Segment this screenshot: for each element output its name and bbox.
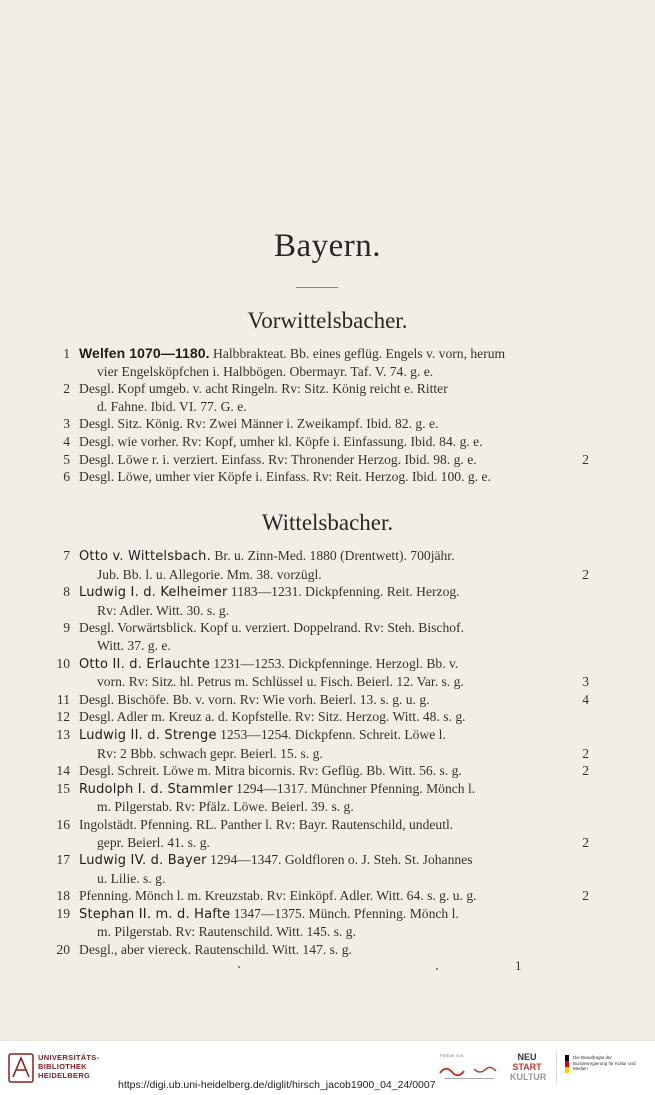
entry-line	[0, 363, 655, 381]
catalog-entry	[0, 415, 655, 433]
catalog-entry	[0, 887, 655, 905]
entry-text: 1231—1253. Dickpfenninge. Herzogl. Bb. v.	[210, 655, 459, 671]
entry-text: 1347—1375. Münch. Pfenning. Mönch l.	[230, 905, 459, 921]
entry-price: 2	[582, 834, 589, 850]
entry-number: 19	[56, 905, 70, 921]
entry-text: Jub. Bb. l. u. Allegorie. Mm. 38. vorzügl.	[97, 566, 322, 582]
entry-number: 3	[63, 416, 70, 432]
page-number: 1	[515, 958, 522, 973]
entry-text: gepr. Beierl. 41. s. g.	[97, 834, 210, 850]
catalog-entry	[0, 451, 655, 469]
catalog-entry	[0, 726, 655, 762]
ruler-name: Otto v. Wittelsbach.	[79, 549, 211, 564]
entry-line	[0, 708, 655, 726]
entry-text: 1253—1254. Dickpfenn. Schreit. Löwe l.	[216, 726, 446, 742]
entry-number: 6	[63, 469, 70, 485]
entry-price: 2	[582, 451, 589, 467]
entry-text: Desgl. Adler m. Kreuz a. d. Kopfstelle. Rv: Sitz. Herzog. Witt. 48. s. g.	[79, 709, 466, 725]
entry-text: Ingolstädt. Pfenning. RL. Panther l. Rv: Bayr. Rautenschild, undeutl.	[79, 816, 454, 832]
entry-number: 9	[63, 620, 70, 636]
entry-text: Desgl. Schreit. Löwe m. Mitra bicornis. Rv: Geflüg. Bb. Witt. 56. s. g.	[79, 763, 462, 779]
catalog-entry	[0, 345, 655, 380]
catalog-entry	[0, 851, 655, 887]
entry-number: 20	[56, 942, 70, 958]
partner-logo-icon	[438, 1061, 500, 1083]
german-flag-icon	[565, 1055, 569, 1073]
entry-text: Desgl. Löwe r. i. verziert. Einfass. Rv: Thronender Herzog. Ibid. 98. g. e.	[79, 451, 477, 467]
entry-list-wittelsbacher	[0, 547, 655, 959]
entry-number: 14	[56, 763, 70, 779]
catalog-entry	[0, 468, 655, 486]
entry-number: 15	[56, 780, 70, 796]
entry-number: 16	[56, 816, 70, 832]
entry-price: 3	[582, 674, 589, 690]
ruler-name: Ludwig IV. d. Bayer	[79, 853, 207, 869]
entry-text: Br. u. Zinn-Med. 1880 (Drentwett). 700jähr.	[210, 548, 455, 563]
entry-line	[0, 655, 655, 674]
catalog-entry	[0, 691, 655, 709]
entry-text: Desgl. Sitz. König. Rv: Zwei Männer i. Zweikampf. Ibid. 82. g. e.	[79, 416, 439, 432]
catalog-entry	[0, 816, 655, 851]
entry-line	[0, 762, 655, 780]
entry-text: Desgl. Vorwärtsblick. Kopf u. verziert. Doppelrand. Rv: Steh. Bischof.	[79, 620, 464, 636]
speck-mark	[436, 968, 438, 970]
entry-line	[0, 887, 655, 905]
entry-number: 5	[63, 451, 70, 467]
entry-number: 11	[56, 691, 70, 707]
speck-mark	[238, 966, 240, 968]
title-rule	[296, 287, 338, 288]
entry-line	[0, 566, 655, 584]
entry-line	[0, 398, 655, 416]
entry-line	[0, 780, 655, 799]
entry-line	[0, 905, 655, 924]
entry-number: 17	[56, 852, 70, 868]
entry-price: 4	[582, 691, 589, 707]
ruler-name: Welfen 1070—1180.	[79, 345, 210, 361]
ruler-name: Ludwig I. d. Kelheimer	[79, 585, 228, 601]
entry-text: Rv: Adler. Witt. 30. s. g.	[97, 602, 230, 618]
entry-line	[0, 468, 655, 486]
entry-number: 8	[63, 584, 70, 600]
entry-text: Pfenning. Mönch l. m. Kreuzstab. Rv: Einköpf. Adler. Witt. 64. s. g. u. g.	[79, 888, 477, 904]
ruler-name: Ludwig II. d. Strenge	[79, 727, 217, 743]
catalog-entry	[0, 780, 655, 816]
entry-number: 13	[56, 726, 70, 742]
entry-price: 2	[582, 745, 589, 761]
catalog-entry	[0, 619, 655, 654]
entry-line	[0, 345, 655, 363]
source-url-link[interactable]: https://digi.ub.uni-heidelberg.de/diglit/hirsch_jacob1900_04_24/0007	[118, 1079, 436, 1091]
entry-text: d. Fahne. Ibid. VI. 77. G. e.	[97, 398, 247, 414]
section-heading-wittelsbacher: Wittelsbacher.	[261, 510, 394, 535]
entry-text: Desgl. Löwe, umher vier Köpfe i. Einfass. Rv: Reit. Herzog. Ibid. 100. g. e.	[79, 469, 491, 485]
catalog-entry	[0, 762, 655, 780]
entry-line	[0, 583, 655, 602]
library-name: UNIVERSITÄTS- BIBLIOTHEK HEIDELBERG	[38, 1053, 100, 1080]
entry-price: 2	[582, 888, 589, 904]
entry-line	[0, 691, 655, 709]
entry-number: 4	[63, 433, 70, 449]
bkm-logo: Die Beauftragte der Bundesregierung für Kultur und Medien	[556, 1051, 647, 1085]
entry-text: vorn. Rv: Sitz. hl. Petrus m. Schlüssel u. Fisch. Beierl. 12. Var. s. g.	[97, 674, 464, 690]
entry-text: u. Lilie. s. g.	[97, 870, 166, 886]
entry-text: Desgl., aber viereck. Rautenschild. Witt. 147. s. g.	[79, 942, 352, 958]
catalog-entry	[0, 905, 655, 941]
entry-text: 1294—1317. Münchner Pfenning. Mönch l.	[232, 780, 476, 796]
page-title: Bayern.	[273, 228, 382, 264]
catalog-entry	[0, 380, 655, 415]
entry-text: Rv: 2 Bbb. schwach gepr. Beierl. 15. s. g.	[97, 745, 323, 761]
entry-text: 1183—1231. Dickpfenning. Reit. Herzog.	[227, 584, 460, 600]
entry-text: Desgl. Kopf umgeb. v. acht Ringeln. Rv: Sitz. König reicht e. Ritter	[79, 381, 448, 397]
university-seal-icon	[8, 1053, 34, 1083]
entry-line	[0, 547, 655, 566]
entry-text: m. Pilgerstab. Rv: Rautenschild. Witt. 145. s. g.	[97, 924, 356, 940]
catalog-entry	[0, 708, 655, 726]
entry-price: 2	[582, 763, 589, 779]
entry-number: 18	[56, 888, 70, 904]
catalog-entry	[0, 547, 655, 583]
entry-line	[0, 433, 655, 451]
entry-price: 2	[582, 566, 589, 582]
entry-number: 7	[63, 548, 70, 563]
entry-line	[0, 637, 655, 655]
entry-line	[0, 851, 655, 870]
entry-line	[0, 923, 655, 941]
entry-number: 2	[63, 381, 70, 397]
entry-text: m. Pilgerstab. Rv: Pfälz. Löwe. Beierl. 39. s. g.	[97, 799, 354, 815]
section-heading-vorwittelsbacher: Vorwittelsbacher.	[247, 308, 408, 333]
entry-text: 1294—1347. Goldfloren o. J. Steh. St. Johannes	[206, 852, 473, 868]
ruler-name: Otto II. d. Erlauchte	[79, 656, 211, 672]
entry-line	[0, 798, 655, 816]
entry-line	[0, 602, 655, 620]
entry-text: Desgl. wie vorher. Rv: Kopf, umher kl. Köpfe i. Einfassung. Ibid. 84. g. e.	[79, 433, 483, 449]
entry-line	[0, 745, 655, 763]
entry-line	[0, 726, 655, 745]
catalog-entry	[0, 655, 655, 691]
entry-text: Desgl. Bischöfe. Bb. v. vorn. Rv: Wie vorh. Beierl. 13. s. g. u. g.	[79, 691, 430, 707]
entry-number: 1	[63, 346, 70, 361]
entry-line	[0, 870, 655, 888]
entry-line	[0, 451, 655, 469]
entry-text: Halbbrakteat. Bb. eines geflüg. Engels v. vorn, herum	[209, 346, 506, 361]
ruler-name: Rudolph I. d. Stammler	[79, 781, 233, 797]
neustart-kultur-logo: NEU START KULTUR	[510, 1052, 547, 1082]
entry-text: Witt. 37. g. e.	[97, 637, 171, 653]
catalog-entry	[0, 941, 655, 959]
entry-line	[0, 816, 655, 834]
partner-label: Partner von	[440, 1053, 464, 1058]
entry-number: 12	[56, 709, 70, 725]
entry-line	[0, 619, 655, 637]
entry-line	[0, 673, 655, 691]
entry-list-vorwittelsbacher	[0, 345, 655, 486]
catalog-entry	[0, 583, 655, 619]
catalog-entry	[0, 433, 655, 451]
entry-line	[0, 941, 655, 959]
entry-line	[0, 380, 655, 398]
entry-number: 10	[56, 655, 70, 671]
entry-line	[0, 415, 655, 433]
entry-text: vier Engelsköpfchen i. Halbbögen. Obermayr. Taf. V. 74. g. e.	[97, 363, 434, 379]
entry-line	[0, 834, 655, 852]
ruler-name: Stephan II. m. d. Hafte	[79, 906, 231, 922]
